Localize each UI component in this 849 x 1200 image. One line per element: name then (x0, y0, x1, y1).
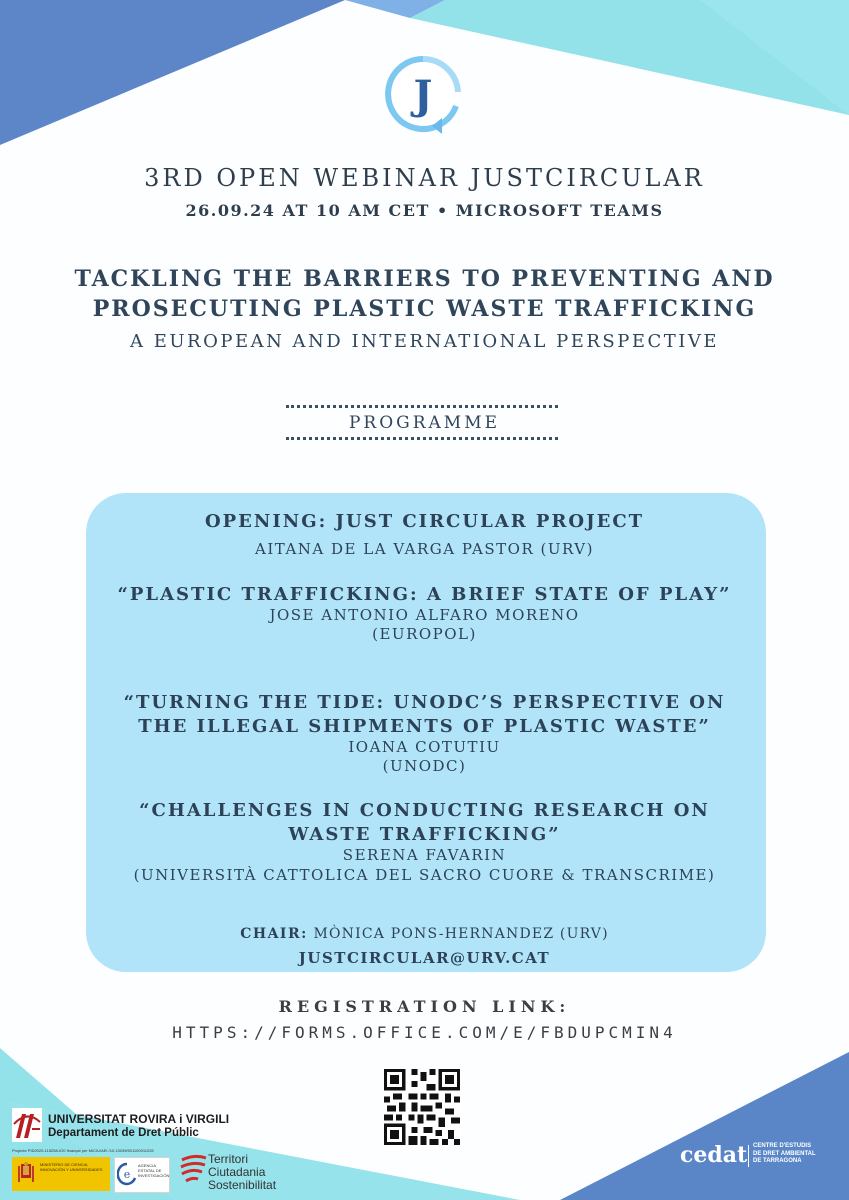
session-1-title: OPENING: JUST CIRCULAR PROJECT (204, 511, 645, 532)
agency-name: AGENCIA ESTATAL DE INVESTIGACIÓN (138, 1163, 170, 1178)
session-2-affiliation: (EUROPOL) (372, 625, 477, 643)
session-4-title-line-2: WASTE TRAFFICKING” (288, 824, 561, 845)
cedat-name (753, 1143, 816, 1166)
session-4-affiliation: (UNIVERSITÀ CATTOLICA DEL SACRO CUORE & TRANSCRIME) (133, 866, 716, 884)
aei-emblem-icon (117, 1162, 137, 1186)
chair-name: MÒNICA PONS-HERNANDEZ (URV) (313, 926, 609, 942)
svg-text:e: e (123, 1168, 131, 1181)
session-1-speaker: AITANA DE LA VARGA PASTOR (URV) (255, 540, 594, 558)
urv-name: UNIVERSITAT ROVIRA i VIRGILI (48, 1112, 230, 1126)
topic-subtitle: A EUROPEAN AND INTERNATIONAL PERSPECTIVE (130, 331, 719, 352)
session-2-title: “PLASTIC TRAFFICKING: A BRIEF STATE OF PLAY” (117, 584, 732, 605)
chair-line (0, 926, 849, 942)
qr-code[interactable] (384, 1069, 460, 1145)
contact-email[interactable]: JUSTCIRCULAR@URV.CAT (298, 949, 551, 967)
cedat-line-3: DE TARRAGONA (753, 1158, 802, 1164)
divider-bottom (286, 437, 558, 440)
divider-top (286, 405, 558, 408)
registration-label: REGISTRATION LINK: (278, 997, 571, 1016)
event-title: 3RD OPEN WEBINAR JUSTCIRCULAR (144, 164, 705, 192)
cedat-line-1: CENTRE D'ESTUDIS (753, 1143, 812, 1149)
programme-heading: PROGRAMME (348, 413, 501, 433)
event-details: 26.09.24 AT 10 AM CET • MICROSOFT TEAMS (185, 201, 664, 220)
session-3-title-line-2: THE ILLEGAL SHIPMENTS OF PLASTIC WASTE” (138, 716, 711, 737)
topic-line-1: TACKLING THE BARRIERS TO PREVENTING AND (74, 266, 775, 292)
session-4-title-line-1: “CHALLENGES IN CONDUCTING RESEARCH ON (139, 800, 710, 821)
topic-line-2: PROSECUTING PLASTIC WASTE TRAFFICKING (92, 296, 757, 322)
session-3-speaker: IOANA COTUTIU (348, 738, 501, 756)
tcs-line-1: Territori (208, 1152, 249, 1166)
session-3-title-line-1: “TURNING THE TIDE: UNODC’S PERSPECTIVE ON (123, 692, 726, 713)
spain-crest-icon (16, 1161, 36, 1187)
ministry-name: MINISTERIO DE CIENCIA, INNOVACIÓN Y UNIVERSIDADES (40, 1162, 103, 1172)
logo-letter: J (413, 72, 433, 119)
urv-logo-icon (12, 1108, 42, 1142)
tcs-logo-icon (178, 1152, 208, 1190)
tcs-line-3: Sostenibilitat (208, 1178, 277, 1192)
funding-note: Projecte PID2020-115258-IO0 finançat per MICIU/AEI /10.13039/501100011033 (12, 1148, 154, 1153)
chair-label: CHAIR: (240, 926, 308, 942)
tcs-line-2: Ciutadania (208, 1165, 266, 1179)
cedat-divider (748, 1145, 749, 1167)
cedat-line-2: DE DRET AMBIENTAL (753, 1150, 816, 1157)
registration-link[interactable]: HTTPS://FORMS.OFFICE.COM/E/FBDUPCMIN4 (172, 1023, 677, 1042)
session-2-speaker: JOSE ANTONIO ALFARO MORENO (269, 606, 580, 624)
urv-department: Departament de Dret Públic (48, 1127, 199, 1139)
session-4-speaker: SERENA FAVARIN (342, 846, 507, 864)
cedat-logo: cedat (680, 1142, 748, 1168)
justcircular-logo (376, 54, 470, 138)
session-3-affiliation: (UNODC) (382, 757, 467, 775)
